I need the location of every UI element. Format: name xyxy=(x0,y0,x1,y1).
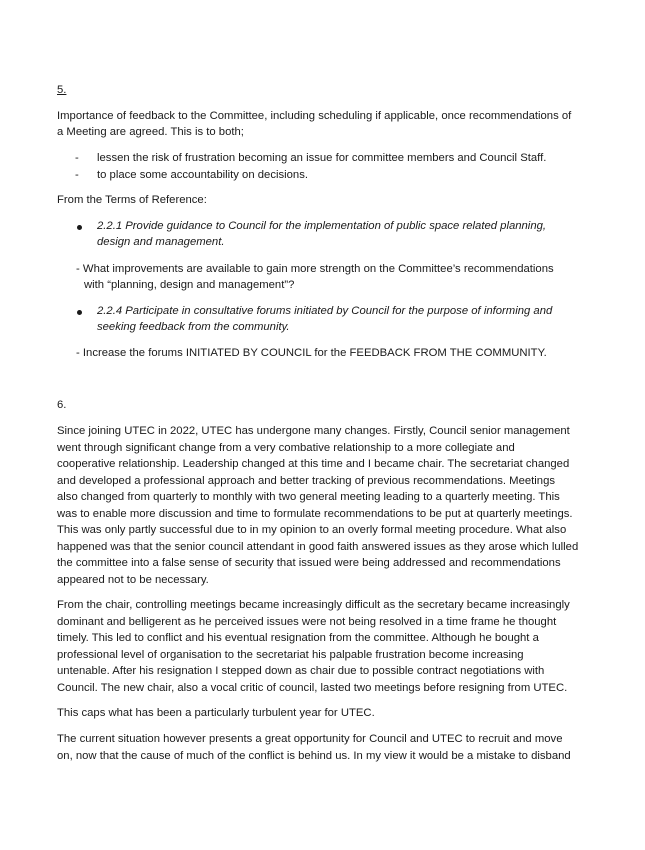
terms-bullet-line: 2.2.1 Provide guidance to Council for the implementation of public space related planning, xyxy=(97,220,547,232)
bullet-icon xyxy=(77,225,82,230)
note-line: - Increase the forums INITIATED BY COUNCIL for the FEEDBACK FROM THE COMMUNITY. xyxy=(76,347,547,359)
paragraph-line: Since joining UTEC in 2022, UTEC has undergone many changes. Firstly, Council senior management xyxy=(57,425,570,437)
paragraph-line: Council. The new chair, also a vocal critic of council, lasted two meetings before resigning from UTEC. xyxy=(57,681,568,694)
paragraph-line: appeared not to be necessary. xyxy=(57,573,209,586)
bullet-icon xyxy=(77,310,82,315)
paragraph-line: the committee into a false sense of security that issued were being addressed and recommendations xyxy=(57,557,561,569)
section-5-heading: 5. xyxy=(57,84,67,96)
section-5-intro-line: Importance of feedback to the Committee, including scheduling if applicable, once recommendations of xyxy=(57,110,572,122)
terms-bullet-line: design and management. xyxy=(97,236,225,248)
paragraph-line: on, now that the cause of much of the conflict is behind us. In my view it would be a mistake to disband xyxy=(57,749,571,762)
paragraph-line: happened was that the senior council attendant in good faith answered issues as they arose which lulled xyxy=(57,540,579,553)
paragraph-line: cooperative relationship. Leadership changed at this time and I became chair. The secretariat changed xyxy=(57,458,570,470)
paragraph-line: went through significant change from a very combative relationship to a more collegiate and xyxy=(57,441,515,454)
dash-marker: - xyxy=(75,169,79,181)
dash-list-item: to place some accountability on decisions. xyxy=(97,169,308,181)
paragraph-line: and developed a professional approach and better tracking of previous recommendations. Meetings xyxy=(57,474,555,487)
terms-bullet-line: 2.2.4 Participate in consultative forums initiated by Council for the purpose of informing and xyxy=(97,305,553,317)
paragraph-line: This caps what has been a particularly turbulent year for UTEC. xyxy=(57,707,375,719)
paragraph-line: also changed from quarterly to monthly with two general meeting leading to a quarterly meeting. This xyxy=(57,491,560,503)
dash-list-item: lessen the risk of frustration becoming an issue for committee members and Council Staff. xyxy=(97,152,547,164)
paragraph-line: This was only partly successful due to in my opinion to an overly formal meeting procedure. What also xyxy=(57,524,567,536)
section-5-intro-line: a Meeting are agreed. This is to both; xyxy=(57,126,244,138)
paragraph-line: dominant and belligerent as he perceived issues were not being resolved in a time frame he thought xyxy=(57,615,557,628)
paragraph-line: The current situation however presents a great opportunity for Council and UTEC to recruit and move xyxy=(57,733,563,745)
terms-bullet-line: seeking feedback from the community. xyxy=(97,321,290,333)
paragraph-line: timely. This led to conflict and his eventual resignation from the committee. Although he bought a xyxy=(57,632,539,644)
paragraph-line: untenable. After his resignation I stepped down as chair due to possible contract negotiations with xyxy=(57,665,545,677)
section-6-heading: 6. xyxy=(57,399,67,411)
note-line: - What improvements are available to gain more strength on the Committee’s recommendations xyxy=(76,263,554,275)
paragraph-line: professional level of organisation to the secretariat his palpable frustration become increasing xyxy=(57,648,524,661)
paragraph-line: was to enable more discussion and time to formulate recommendations to be put at quarterly meetings. xyxy=(57,507,573,520)
terms-label: From the Terms of Reference: xyxy=(57,194,207,206)
dash-marker: - xyxy=(75,152,79,164)
paragraph-line: From the chair, controlling meetings became increasingly difficult as the secretary became increasingly xyxy=(57,599,570,611)
note-line: with “planning, design and management”? xyxy=(84,279,295,291)
